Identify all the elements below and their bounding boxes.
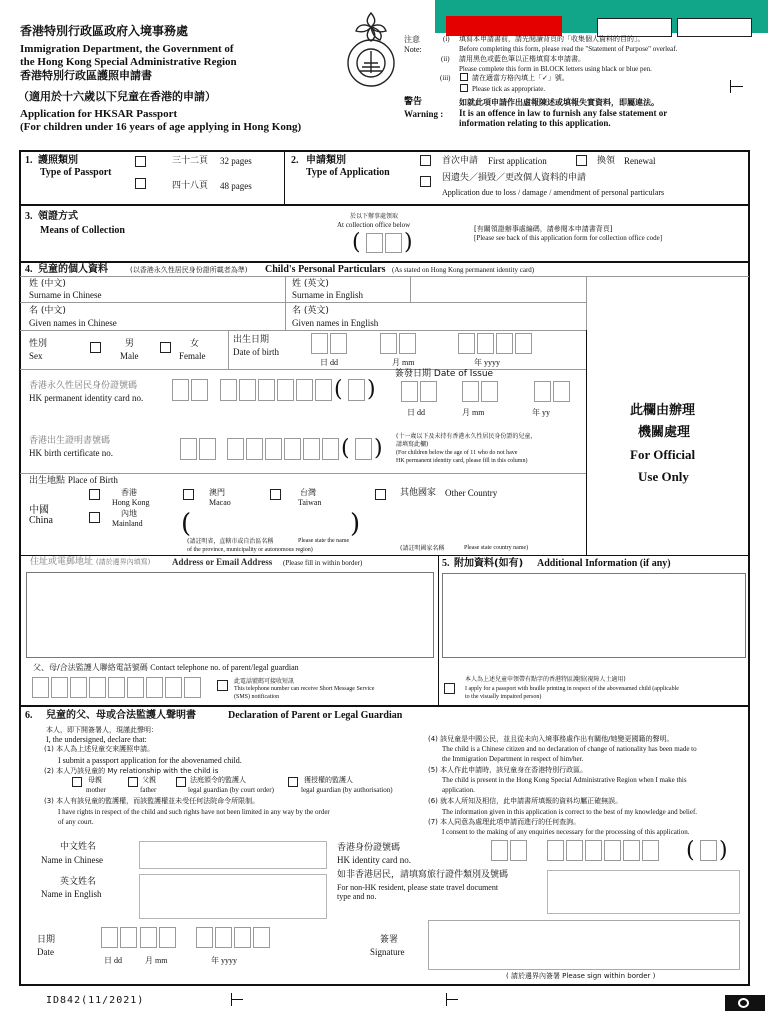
issue-date-en: Date of Issue bbox=[433, 369, 494, 379]
dob-day-box-2[interactable] bbox=[330, 333, 347, 354]
warning-text-en-2: information relating to this application. bbox=[459, 118, 611, 128]
other-country-zh: 其他國家 bbox=[400, 488, 437, 498]
issue-month-box-2[interactable] bbox=[481, 381, 498, 402]
official-use-en-1: For Official bbox=[630, 447, 696, 462]
sex-zh: 性別 bbox=[29, 339, 48, 349]
parent-hkid-zh: 香港身份證號碼 bbox=[337, 843, 401, 853]
hkid-box-1[interactable] bbox=[172, 379, 189, 401]
relationship-mother-checkbox[interactable] bbox=[72, 777, 82, 787]
taiwan-zh: 台灣 bbox=[300, 488, 316, 497]
warning-text-zh: 如就此項申請作出虛報陳述或填報失實資料，即屬違法。 bbox=[459, 98, 659, 107]
parent-hkid-box-3[interactable] bbox=[547, 840, 564, 861]
hkid-box-2[interactable] bbox=[191, 379, 208, 401]
relationship-court-guardian-checkbox[interactable] bbox=[176, 777, 186, 787]
sex-male-checkbox[interactable] bbox=[90, 342, 101, 353]
hkid-box-3[interactable] bbox=[220, 379, 237, 401]
surname-en-en-label: Surname in English bbox=[292, 290, 363, 300]
note-1-zh: 填寫本申請書前，請先閱讀背頁的「收集個人資料的目的」。 bbox=[459, 35, 645, 43]
address-zh-note: (請於邊界內填寫) bbox=[95, 558, 151, 566]
dob-year-box-4[interactable] bbox=[515, 333, 532, 354]
s1-s2-divider bbox=[284, 151, 285, 204]
hkid-zh: 香港永久性居民身份證號碼 bbox=[29, 381, 138, 391]
tel-box-5[interactable] bbox=[108, 677, 125, 698]
decl-month-box-1[interactable] bbox=[140, 927, 157, 948]
parent-hkid-box-7[interactable] bbox=[623, 840, 640, 861]
dob-mm-label: 月 mm bbox=[392, 358, 415, 367]
female-en: Female bbox=[179, 351, 206, 361]
signature-zh: 簽署 bbox=[380, 935, 399, 945]
china-zh: 中國 bbox=[29, 505, 49, 516]
address-label bbox=[30, 557, 150, 568]
official-use-zh-1: 此欄由辦理 bbox=[630, 403, 696, 418]
travel-doc-input[interactable] bbox=[547, 870, 740, 914]
court-guardian-zh: 法庭頒令的監護人 bbox=[190, 776, 246, 784]
sms-en-2: (SMS) notification bbox=[234, 694, 280, 700]
parent-hkid-paren-close: ) bbox=[719, 838, 728, 863]
office-code-note-zh: [有關領證辦事處編碼，請參閱本申請書背頁] bbox=[474, 225, 613, 233]
decl-day-box-2[interactable] bbox=[120, 927, 137, 948]
s3-title-zh: 領證方式 bbox=[38, 211, 78, 222]
decl-mm-label: 月 mm bbox=[145, 956, 168, 965]
tel-box-9[interactable] bbox=[184, 677, 201, 698]
office-code-box-1[interactable] bbox=[366, 233, 383, 253]
mother-en: mother bbox=[86, 786, 106, 794]
decl-5-en-2: application. bbox=[442, 786, 475, 794]
female-zh: 女 bbox=[190, 339, 200, 349]
braille-en-1: I apply for a passport with braille printing in respect of the abovenamed child (applicable bbox=[465, 686, 679, 692]
bc-box-5[interactable] bbox=[265, 438, 282, 460]
decl-5-en-1: The child is present in the Hong Kong Special Administrative Region when I make this bbox=[442, 776, 687, 784]
decl-3-zh: (3) 本人有該兒童的監護權，而該監護權並未受任何法院命令所限制。 bbox=[44, 797, 260, 805]
mother-zh: 母親 bbox=[88, 776, 102, 784]
issue-year-box-2[interactable] bbox=[553, 381, 570, 402]
father-zh: 父親 bbox=[142, 776, 156, 784]
name-grid-mid bbox=[285, 277, 286, 330]
tel-box-7[interactable] bbox=[146, 677, 163, 698]
sms-zh: 此電話號碼可接收短訊 bbox=[234, 678, 295, 685]
tel-box-8[interactable] bbox=[165, 677, 182, 698]
renewal-zh: 換領 bbox=[597, 156, 616, 166]
s4-title-en-note: (As stated on Hong Kong permanent identity card) bbox=[392, 266, 535, 274]
collection-office-en: At collection office below bbox=[337, 221, 411, 229]
s5-title-zh: 附加資料(如有) bbox=[454, 558, 524, 569]
note-1-en: Before completing this form, please read the "Statement of Purpose" overleaf. bbox=[459, 45, 678, 53]
taiwan-en: Taiwan bbox=[298, 498, 322, 507]
father-en: father bbox=[140, 786, 157, 794]
tel-box-2[interactable] bbox=[51, 677, 68, 698]
hkid-box-4[interactable] bbox=[239, 379, 256, 401]
parent-hkid-box-5[interactable] bbox=[585, 840, 602, 861]
hkid-en: HK permanent identity card no. bbox=[29, 393, 144, 403]
travel-doc-zh: 如非香港居民，請填寫旅行證件類別及號碼 bbox=[337, 870, 509, 880]
male-en: Male bbox=[120, 351, 139, 361]
decl-yyyy-label: 年 yyyy bbox=[211, 956, 237, 965]
travel-doc-en-2: type and no. bbox=[337, 892, 377, 901]
decl-dd-label: 日 dd bbox=[104, 956, 122, 965]
passport-32-en: 32 pages bbox=[220, 156, 252, 166]
hkid-check-paren-open: ( bbox=[334, 377, 343, 402]
form-title-en-1: Application for HKSAR Passport bbox=[20, 108, 178, 120]
s5-num: 5. bbox=[442, 558, 450, 569]
signature-en: Signature bbox=[370, 947, 405, 957]
mainland-zh: 內地 bbox=[121, 509, 137, 518]
issue-date-label bbox=[395, 369, 493, 380]
passport-32-zh: 三十二頁 bbox=[172, 156, 209, 166]
country-note-zh: (請註明國家名稱 bbox=[400, 545, 445, 552]
tel-box-1[interactable] bbox=[32, 677, 49, 698]
s2-title-en: Type of Application bbox=[306, 167, 390, 178]
decl-4-en-2: the Immigration Department in respect of him/her. bbox=[442, 755, 584, 763]
pob-en: Place of Birth bbox=[67, 475, 118, 485]
parent-hkid-box-6[interactable] bbox=[604, 840, 621, 861]
note-label-en: Note: bbox=[404, 45, 422, 54]
bc-box-8[interactable] bbox=[322, 438, 339, 460]
s4-header-line bbox=[20, 276, 749, 277]
male-zh: 男 bbox=[125, 339, 135, 349]
name-in-chinese-en: Name in Chinese bbox=[41, 855, 103, 865]
dob-yyyy-label: 年 yyyy bbox=[474, 358, 500, 367]
passport-48-checkbox[interactable] bbox=[135, 178, 146, 189]
name-grid-bottom-line bbox=[20, 330, 586, 331]
s1-title-zh: 護照類別 bbox=[38, 155, 78, 166]
dob-en: Date of birth bbox=[233, 347, 279, 357]
first-application-en: First application bbox=[488, 156, 547, 166]
surname-zh-en-label: Surname in Chinese bbox=[29, 290, 102, 300]
form-title-en-2: (For children under 16 years of age applying in Hong Kong) bbox=[20, 121, 302, 133]
name-grid-mid-line bbox=[20, 302, 586, 303]
decl-year-box-4[interactable] bbox=[253, 927, 270, 948]
top-red-block bbox=[446, 16, 562, 36]
dept-name-zh: 香港特別行政區政府入境事務處 bbox=[20, 24, 189, 38]
given-zh-label: 名 (中文) bbox=[29, 306, 66, 316]
note-tick-sample-checkbox bbox=[460, 73, 468, 81]
s2-bottom-line bbox=[20, 204, 749, 206]
decl-1-en: I submit a passport application for the abovenamed child. bbox=[58, 756, 242, 765]
issue-date-zh: 簽發日期 bbox=[395, 369, 432, 379]
dob-month-box-1[interactable] bbox=[380, 333, 397, 354]
passport-48-zh: 四十八頁 bbox=[172, 181, 209, 191]
sms-en-1: This telephone number can receive Short Message Service bbox=[234, 686, 375, 692]
surname-zh-label: 姓 (中文) bbox=[29, 279, 66, 289]
s3-bottom-line bbox=[20, 261, 749, 263]
address-en-note: (Please fill in within border) bbox=[283, 559, 363, 567]
name-grid-right bbox=[410, 277, 411, 302]
issue-yy-label: 年 yy bbox=[532, 408, 550, 417]
parent-hkid-paren-open: ( bbox=[686, 838, 695, 863]
auth-guardian-zh: 獲授權的監護人 bbox=[304, 776, 353, 784]
bc-check-paren-open: ( bbox=[341, 436, 350, 461]
office-code-paren-open: ( bbox=[352, 230, 361, 255]
auth-guardian-en: legal guardian (by authorisation) bbox=[301, 786, 393, 794]
s3-title-en: Means of Collection bbox=[40, 225, 125, 236]
issue-dd-label: 日 dd bbox=[407, 408, 425, 417]
date-zh: 日期 bbox=[37, 935, 56, 945]
office-code-paren-close: ) bbox=[404, 230, 413, 255]
dob-zh: 出生日期 bbox=[233, 335, 270, 345]
renewal-checkbox[interactable] bbox=[576, 155, 587, 166]
s6-num: 6. bbox=[25, 710, 33, 721]
note-2-num: (ii) bbox=[441, 55, 450, 63]
hkid-box-7[interactable] bbox=[296, 379, 313, 401]
hkid-check-paren-close: ) bbox=[367, 377, 376, 402]
decl-month-box-2[interactable] bbox=[159, 927, 176, 948]
given-en-label: 名 (英文) bbox=[292, 306, 329, 316]
name-in-chinese-zh: 中文姓名 bbox=[60, 842, 97, 852]
warning-label-en: Warning : bbox=[404, 109, 444, 119]
mainland-en: Mainland bbox=[112, 519, 143, 528]
note-1-num: (i) bbox=[443, 35, 450, 43]
decl-intro-en: I, the undersigned, declare that: bbox=[46, 735, 147, 744]
dob-divider bbox=[228, 330, 229, 370]
loss-damage-en: Application due to loss / damage / amendment of personal particulars bbox=[442, 188, 665, 197]
parent-hkid-en: HK identity card no. bbox=[337, 855, 411, 865]
relationship-auth-guardian-checkbox[interactable] bbox=[288, 777, 298, 787]
tel-zh: 父、母/合法監護人聯絡電話號碼 bbox=[33, 663, 148, 672]
date-en: Date bbox=[37, 947, 54, 957]
passport-48-en: 48 pages bbox=[220, 181, 252, 191]
pob-top-line bbox=[20, 473, 586, 474]
s5-bottom-line bbox=[20, 705, 749, 707]
s6-title-en: Declaration of Parent or Legal Guardian bbox=[228, 710, 403, 721]
decl-4-zh: (4) 該兒童是中國公民，並且從未向入境事務處作出有關他/她變更國籍的聲明。 bbox=[428, 735, 674, 743]
official-column-line bbox=[586, 330, 587, 556]
bc-check-box[interactable] bbox=[355, 438, 372, 460]
address-s5-divider bbox=[438, 555, 439, 705]
name-in-english-en: Name in English bbox=[41, 889, 102, 899]
prov-note-en-1: Please state the name bbox=[298, 538, 350, 544]
bc-box-4[interactable] bbox=[246, 438, 263, 460]
official-box-2 bbox=[677, 18, 752, 37]
decl-3-en-1: I have rights in respect of the child and such rights have not been limited in any way by the order bbox=[58, 808, 330, 816]
s4-title-zh-note: (以香港永久性居民身份證所載者為準) bbox=[130, 266, 248, 274]
note-2-zh: 請用黑色或藍色筆以正楷填寫本申請書。 bbox=[459, 55, 585, 63]
s2-title-zh: 申請類別 bbox=[306, 155, 346, 166]
first-application-checkbox[interactable] bbox=[420, 155, 431, 166]
relationship-father-checkbox[interactable] bbox=[128, 777, 138, 787]
sex-en: Sex bbox=[29, 351, 43, 361]
bc-box-6[interactable] bbox=[284, 438, 301, 460]
s4-title-zh: 兒童的個人資料 bbox=[38, 264, 108, 275]
note-3-num: (iii) bbox=[440, 74, 451, 82]
macao-en: Macao bbox=[209, 498, 231, 507]
signature-note: ( 請於邊界內簽署 Please sign within border ) bbox=[506, 972, 656, 980]
s1-title-en: Type of Passport bbox=[40, 167, 112, 178]
bc-note-en-1: (For children below the age of 11 who do not have bbox=[396, 450, 518, 456]
parent-name-chinese-input[interactable] bbox=[139, 841, 327, 869]
dob-year-box-1[interactable] bbox=[458, 333, 475, 354]
bc-box-1[interactable] bbox=[180, 438, 197, 460]
sms-checkbox[interactable] bbox=[217, 680, 228, 691]
address-zh: 住址或電郵地址 bbox=[30, 557, 94, 567]
decl-6-en: The information given in this application is correct to the best of my knowledge and belief. bbox=[442, 808, 698, 816]
hksar-emblem-icon bbox=[340, 11, 402, 91]
issue-day-box-1[interactable] bbox=[401, 381, 418, 402]
dob-day-box-1[interactable] bbox=[311, 333, 328, 354]
dept-name-en-1: Immigration Department, the Government of bbox=[20, 43, 234, 55]
bc-box-7[interactable] bbox=[303, 438, 320, 460]
dob-year-box-3[interactable] bbox=[496, 333, 513, 354]
birth-cert-en: HK birth certificate no. bbox=[29, 448, 113, 458]
office-code-note-en: [Please see back of this application form for collection office code] bbox=[474, 234, 663, 242]
s6-title-zh: 兒童的父、母或合法監護人聲明書 bbox=[46, 710, 196, 721]
first-application-zh: 首次申請 bbox=[442, 156, 479, 166]
loss-damage-checkbox[interactable] bbox=[420, 176, 431, 187]
given-en-en-label: Given names in English bbox=[292, 318, 379, 328]
pob-taiwan-checkbox[interactable] bbox=[270, 489, 281, 500]
loss-damage-zh: 因遺失／損毀／更改個人資料的申請 bbox=[442, 173, 587, 183]
hkid-check-box[interactable] bbox=[348, 379, 365, 401]
decl-day-box-1[interactable] bbox=[101, 927, 118, 948]
note-label-zh: 注意 bbox=[404, 35, 420, 44]
sex-female-checkbox[interactable] bbox=[160, 342, 171, 353]
decl-intro-zh: 本人，即下開簽署人，現謹此聲明： bbox=[46, 726, 158, 734]
warning-label-zh: 警告 bbox=[404, 97, 423, 107]
decl-year-box-1[interactable] bbox=[196, 927, 213, 948]
prov-note-zh: (請註明省，直轄市或自治區名稱 bbox=[187, 538, 274, 545]
official-use-en-2: Use Only bbox=[638, 469, 689, 484]
note-2-en: Please complete this form in BLOCK letters using black or blue pen. bbox=[459, 65, 652, 73]
hkid-box-8[interactable] bbox=[315, 379, 332, 401]
decl-7-zh: (7) 本人同意為處理此項申請而進行的任何查詢。 bbox=[428, 818, 581, 826]
issue-day-box-2[interactable] bbox=[420, 381, 437, 402]
pob-mainland-checkbox[interactable] bbox=[89, 512, 100, 523]
parent-name-english-input[interactable] bbox=[139, 874, 327, 919]
surname-en-label: 姓 (英文) bbox=[292, 279, 329, 289]
official-use-zh-2: 機關處理 bbox=[638, 425, 691, 440]
china-en: China bbox=[29, 515, 53, 526]
decl-5-zh: (5) 本人作此申請時，該兒童身在香港特別行政區。 bbox=[428, 766, 588, 774]
form-subtitle-zh: （適用於十六歲以下兒童在香港的申請） bbox=[18, 90, 216, 103]
s4-num: 4. bbox=[25, 264, 33, 275]
mainland-paren-close: ) bbox=[350, 509, 361, 539]
other-country-en: Other Country bbox=[445, 488, 498, 498]
decl-6-zh: (6) 就本人所知及相信，此申請書所填報的資料均屬正確無誤。 bbox=[428, 797, 623, 805]
pob-hk-checkbox[interactable] bbox=[89, 489, 100, 500]
form-title-zh: 香港特別行政區護照申請書 bbox=[20, 69, 152, 82]
issue-month-box-1[interactable] bbox=[462, 381, 479, 402]
s5-title-en: Additional Information (if any) bbox=[537, 558, 671, 569]
barcode-mark-icon bbox=[725, 995, 765, 1011]
address-input[interactable] bbox=[26, 572, 434, 658]
name-in-english-zh: 英文姓名 bbox=[60, 877, 97, 887]
issue-year-box-1[interactable] bbox=[534, 381, 551, 402]
tel-box-4[interactable] bbox=[89, 677, 106, 698]
dob-year-box-2[interactable] bbox=[477, 333, 494, 354]
address-en: Address or Email Address bbox=[172, 557, 273, 567]
form-code: ID842(11/2021) bbox=[46, 995, 145, 1006]
parent-hkid-box-2[interactable] bbox=[510, 840, 527, 861]
parent-hkid-check-box[interactable] bbox=[700, 840, 717, 861]
hk-zh: 香港 bbox=[121, 488, 137, 497]
official-column-line-top bbox=[586, 277, 587, 330]
mainland-paren-open: ( bbox=[181, 509, 192, 539]
decl-year-box-3[interactable] bbox=[234, 927, 251, 948]
braille-en-2: to the visually impaired person) bbox=[465, 694, 542, 700]
passport-32-checkbox[interactable] bbox=[135, 156, 146, 167]
renewal-en: Renewal bbox=[624, 156, 656, 166]
warning-text-en-1: It is an offence in law to furnish any false statement or bbox=[459, 108, 668, 118]
parent-hkid-box-8[interactable] bbox=[642, 840, 659, 861]
hk-en: Hong Kong bbox=[112, 498, 150, 507]
note-3-zh: 請在適當方格內填上「✓」號。 bbox=[472, 74, 569, 82]
s3-num: 3. bbox=[25, 211, 33, 222]
tel-en: Contact telephone no. of parent/legal guardian bbox=[150, 663, 299, 672]
decl-3-en-2: of any court. bbox=[58, 818, 94, 826]
macao-zh: 澳門 bbox=[209, 488, 225, 497]
decl-2-zh: (2) 本人乃該兒童的 My relationship with the child is bbox=[44, 767, 219, 775]
bc-note-zh-1: (十一歲以下及未持有香港永久性居民身份證的兒童， bbox=[396, 433, 537, 440]
decl-4-en-1: The child is a Chinese citizen and no declaration of change of nationality has been made to bbox=[442, 745, 697, 753]
dob-bottom-line bbox=[20, 369, 586, 370]
country-note-en: Please state country name) bbox=[464, 545, 529, 551]
pob-zh: 出生地點 bbox=[29, 476, 66, 486]
footer-mark-1h bbox=[231, 999, 243, 1000]
s1-num: 1. bbox=[25, 155, 33, 166]
note-3-en: Please tick as appropriate. bbox=[472, 85, 546, 93]
birth-cert-zh: 香港出生證明書號碼 bbox=[29, 436, 111, 446]
hkid-box-6[interactable] bbox=[277, 379, 294, 401]
note-tick-sample-checkbox-2 bbox=[460, 84, 468, 92]
footer-mark-2h bbox=[446, 999, 458, 1000]
bc-note-zh-2: 請填寫此欄) bbox=[396, 441, 429, 448]
decl-year-box-2[interactable] bbox=[215, 927, 232, 948]
braille-checkbox[interactable] bbox=[444, 683, 455, 694]
issue-mm-label: 月 mm bbox=[462, 408, 485, 417]
bc-box-3[interactable] bbox=[227, 438, 244, 460]
pob-label bbox=[29, 475, 118, 487]
prov-note-en-2: of the province, municipality or autonomous region) bbox=[187, 547, 313, 553]
pob-other-country-checkbox[interactable] bbox=[375, 489, 386, 500]
dob-dd-label: 日 dd bbox=[320, 358, 338, 367]
court-guardian-en: legal guardian (by court order) bbox=[188, 786, 274, 794]
bc-check-paren-close: ) bbox=[374, 436, 383, 461]
additional-info-input[interactable] bbox=[442, 573, 746, 658]
tel-box-6[interactable] bbox=[127, 677, 144, 698]
dept-name-en-2: the Hong Kong Special Administrative Region bbox=[20, 56, 237, 68]
hkid-box-5[interactable] bbox=[258, 379, 275, 401]
office-code-box-2[interactable] bbox=[385, 233, 402, 253]
given-zh-en-label: Given names in Chinese bbox=[29, 318, 117, 328]
signature-box[interactable] bbox=[428, 920, 740, 970]
decl-1-zh: (1) 本人為上述兒童交來護照申請。 bbox=[44, 745, 155, 753]
pob-bottom-line bbox=[20, 555, 749, 556]
dob-month-box-2[interactable] bbox=[399, 333, 416, 354]
collection-office-zh: 於以下辦事處領取 bbox=[350, 213, 399, 220]
decl-7-en: I consent to the making of any enquiries necessary for the processing of this application. bbox=[442, 828, 690, 836]
corner-mark-h bbox=[730, 86, 743, 87]
parent-hkid-box-4[interactable] bbox=[566, 840, 583, 861]
travel-doc-en-1: For non-HK resident, please state travel document bbox=[337, 883, 499, 892]
s2-num: 2. bbox=[291, 155, 299, 166]
s4-title-en: Child's Personal Particulars bbox=[265, 264, 386, 275]
tel-label bbox=[33, 663, 299, 672]
bc-note-en-2: HK permanent identity card, please fill in this column) bbox=[396, 458, 528, 464]
tel-box-3[interactable] bbox=[70, 677, 87, 698]
bc-box-2[interactable] bbox=[199, 438, 216, 460]
braille-zh: 本人為上述兒童申領帶有點字的香港特區護照(視障人士適用) bbox=[465, 676, 626, 683]
parent-hkid-box-1[interactable] bbox=[491, 840, 508, 861]
pob-macao-checkbox[interactable] bbox=[183, 489, 194, 500]
